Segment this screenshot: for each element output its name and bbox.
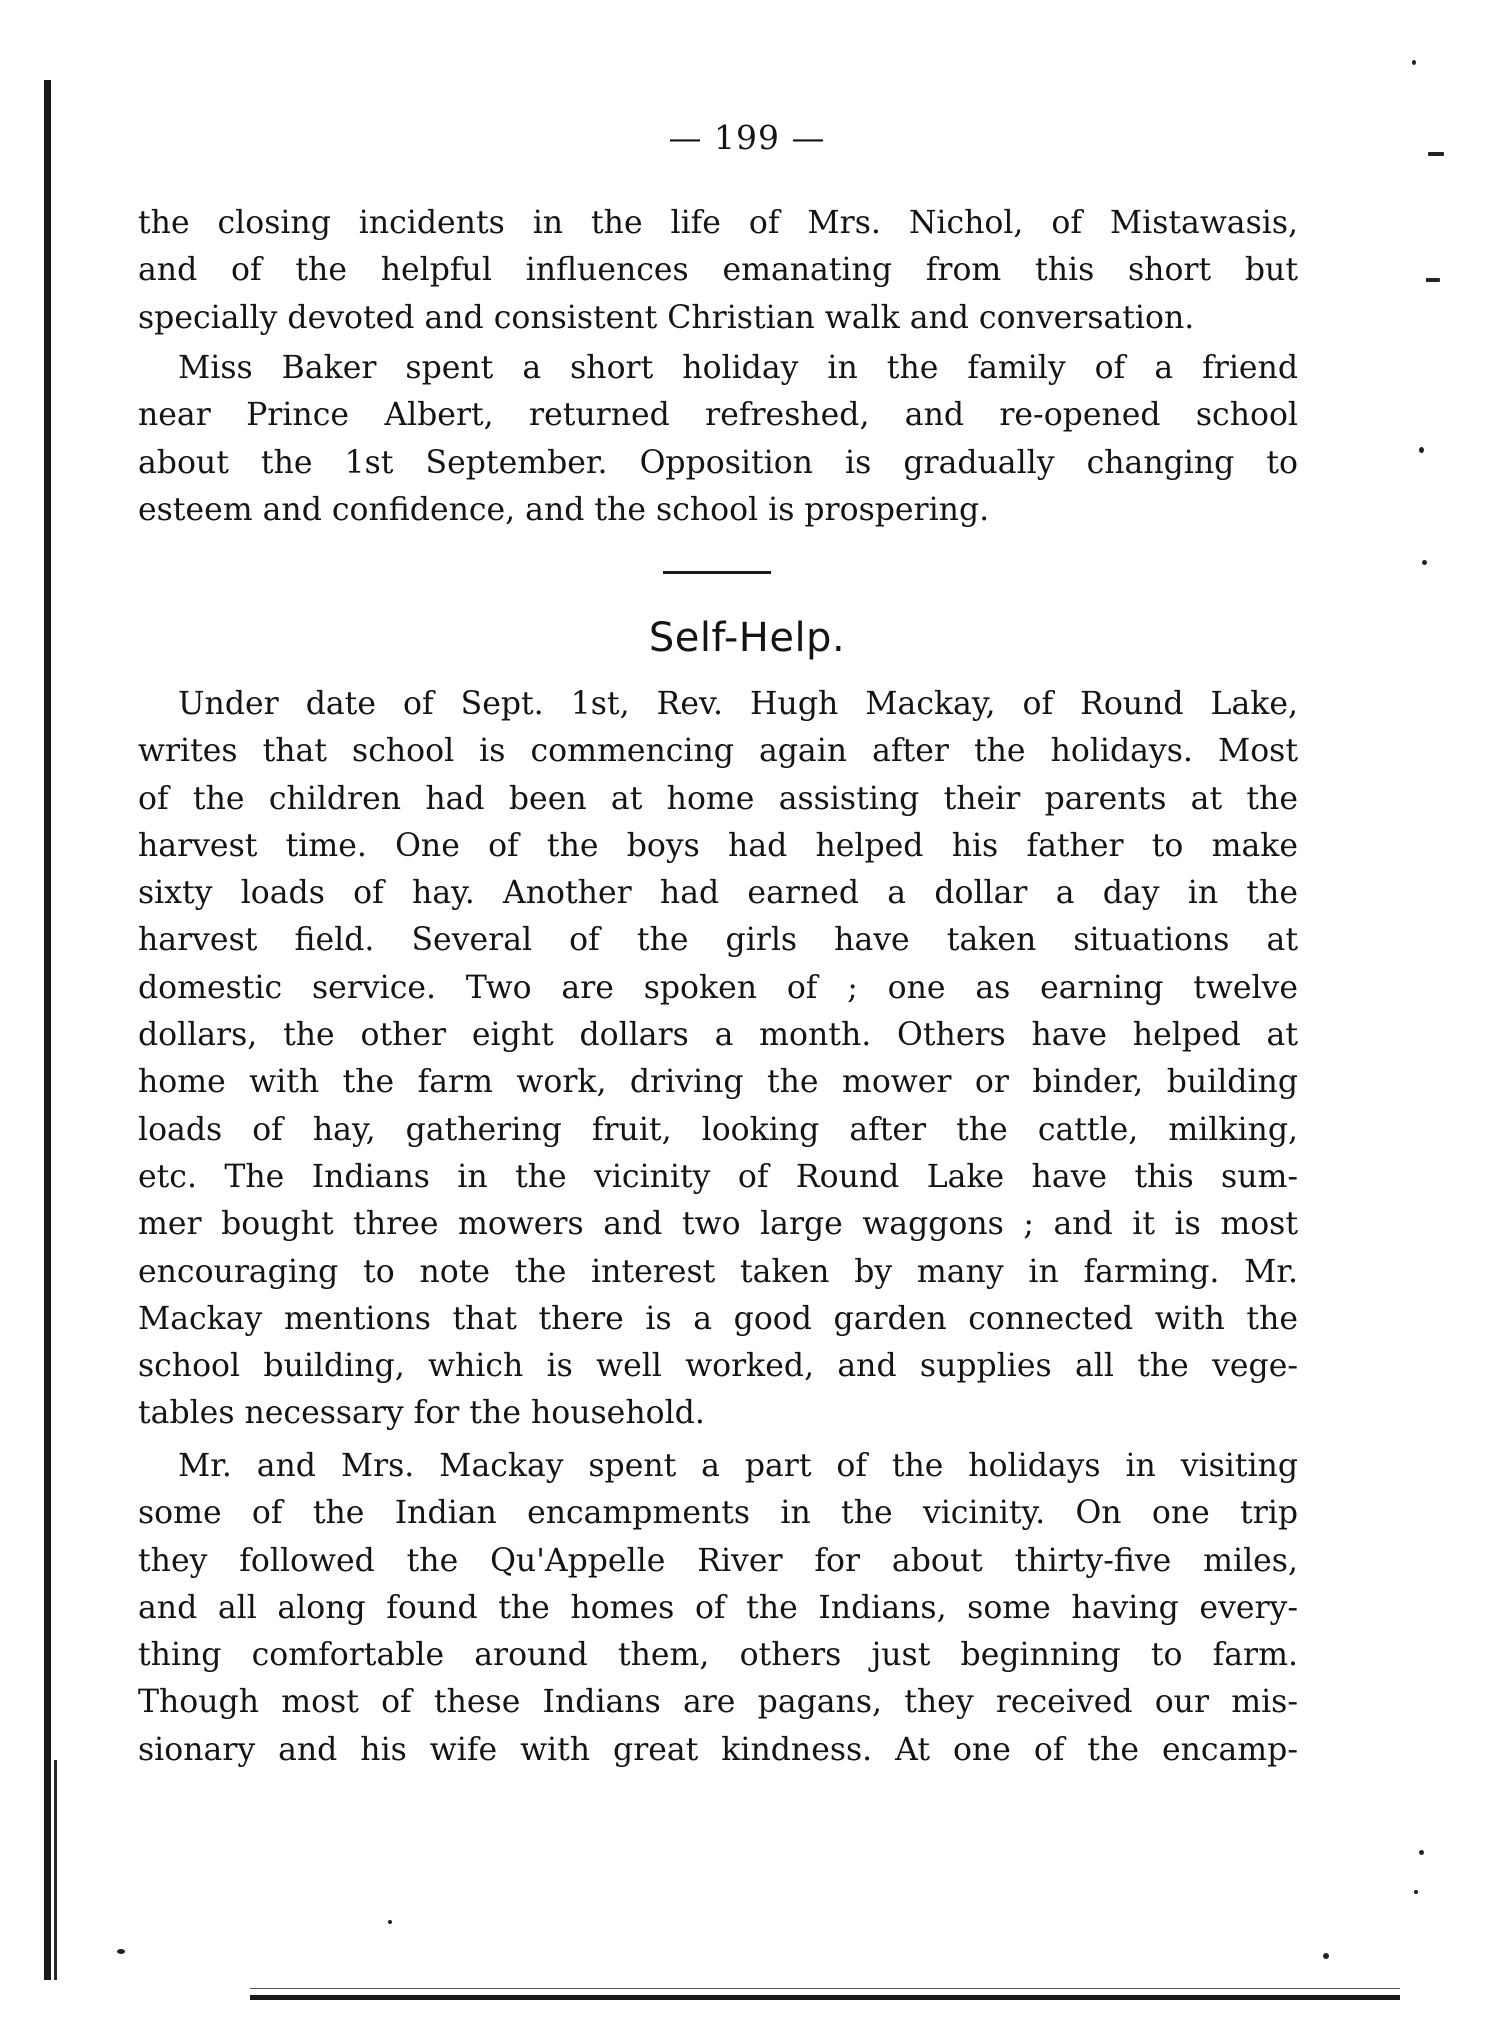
text-line: Under date of Sept. 1st, Rev. Hugh Mackay, of Round Lake, bbox=[178, 686, 1298, 722]
scan-speck bbox=[1419, 1850, 1424, 1855]
text-line: tables necessary for the household. bbox=[138, 1395, 705, 1432]
text-line: harvest field. Several of the girls have taken situations at bbox=[138, 922, 1298, 959]
text-line: loads of hay, gathering fruit, looking after the cattle, milking, bbox=[138, 1111, 1298, 1148]
text-line: near Prince Albert, returned refreshed, and re-opened school bbox=[138, 397, 1298, 434]
text-line: encouraging to note the interest taken by many in farming. Mr. bbox=[138, 1253, 1298, 1290]
text-line: home with the farm work, driving the mower or binder, building bbox=[138, 1064, 1298, 1101]
scan-speck bbox=[1419, 447, 1424, 453]
text-line: school building, which is well worked, and supplies all the vege- bbox=[138, 1348, 1298, 1385]
scan-speck bbox=[117, 1949, 125, 1954]
section-heading: Self-Help. bbox=[648, 615, 846, 661]
bottom-edge-rule-thin bbox=[250, 1988, 1400, 1989]
text-line: sixty loads of hay. Another had earned a dollar a day in the bbox=[138, 875, 1298, 912]
text-line: some of the Indian encampments in the vicinity. On one trip bbox=[138, 1495, 1298, 1532]
text-line: etc. The Indians in the vicinity of Round Lake have this sum- bbox=[138, 1158, 1298, 1195]
text-line: Mr. and Mrs. Mackay spent a part of the holidays in visiting bbox=[178, 1448, 1298, 1484]
text-line: and all along found the homes of the Indians, some having every- bbox=[138, 1589, 1298, 1626]
paragraph-miss-baker bbox=[138, 345, 1298, 534]
paragraph-encampments bbox=[138, 1443, 1298, 1774]
scan-speck bbox=[1323, 1953, 1329, 1959]
page-number: — 199 — bbox=[668, 118, 826, 157]
scan-speck bbox=[388, 1920, 392, 1924]
text-line: Mackay mentions that there is a good garden connected with the bbox=[138, 1300, 1298, 1337]
text-line: sionary and his wife with great kindness. At one of the encamp- bbox=[138, 1731, 1298, 1768]
text-line: of the children had been at home assisting their parents at the bbox=[138, 780, 1298, 817]
paragraph-self-help bbox=[138, 681, 1298, 1438]
text-line: writes that school is commencing again after the holidays. Most bbox=[138, 733, 1298, 770]
section-divider bbox=[663, 571, 771, 574]
text-line: dollars, the other eight dollars a month. Others have helped at bbox=[138, 1017, 1298, 1054]
text-line: Though most of these Indians are pagans, they received our mis- bbox=[138, 1684, 1298, 1721]
text-line: specially devoted and consistent Christian walk and conversation. bbox=[138, 299, 1195, 336]
text-line: thing comfortable around them, others just beginning to farm. bbox=[138, 1637, 1298, 1674]
text-line: about the 1st September. Opposition is gradually changing to bbox=[138, 444, 1298, 481]
text-line: they followed the Qu'Appelle River for about thirty-five miles, bbox=[138, 1542, 1298, 1579]
bottom-edge-rule bbox=[250, 1995, 1400, 2000]
scan-speck bbox=[1422, 560, 1427, 565]
text-line: esteem and confidence, and the school is prospering. bbox=[138, 491, 990, 528]
text-line: mer bought three mowers and two large waggons ; and it is most bbox=[138, 1206, 1298, 1243]
paragraph-closing-incidents bbox=[138, 200, 1298, 342]
text-line: the closing incidents in the life of Mrs. Nichol, of Mistawasis, bbox=[138, 205, 1298, 241]
text-line: domestic service. Two are spoken of ; one as earning twelve bbox=[138, 969, 1298, 1006]
scan-speck bbox=[1414, 1890, 1418, 1894]
page-binding-edge bbox=[44, 80, 51, 1980]
text-line: and of the helpful influences emanating from this short but bbox=[138, 252, 1298, 289]
text-line: harvest time. One of the boys had helped his father to make bbox=[138, 827, 1298, 864]
page-binding-edge-inner bbox=[54, 1760, 57, 1980]
text-line: Miss Baker spent a short holiday in the family of a friend bbox=[178, 350, 1298, 386]
scan-speck bbox=[1426, 278, 1440, 282]
scan-speck bbox=[1412, 60, 1416, 65]
